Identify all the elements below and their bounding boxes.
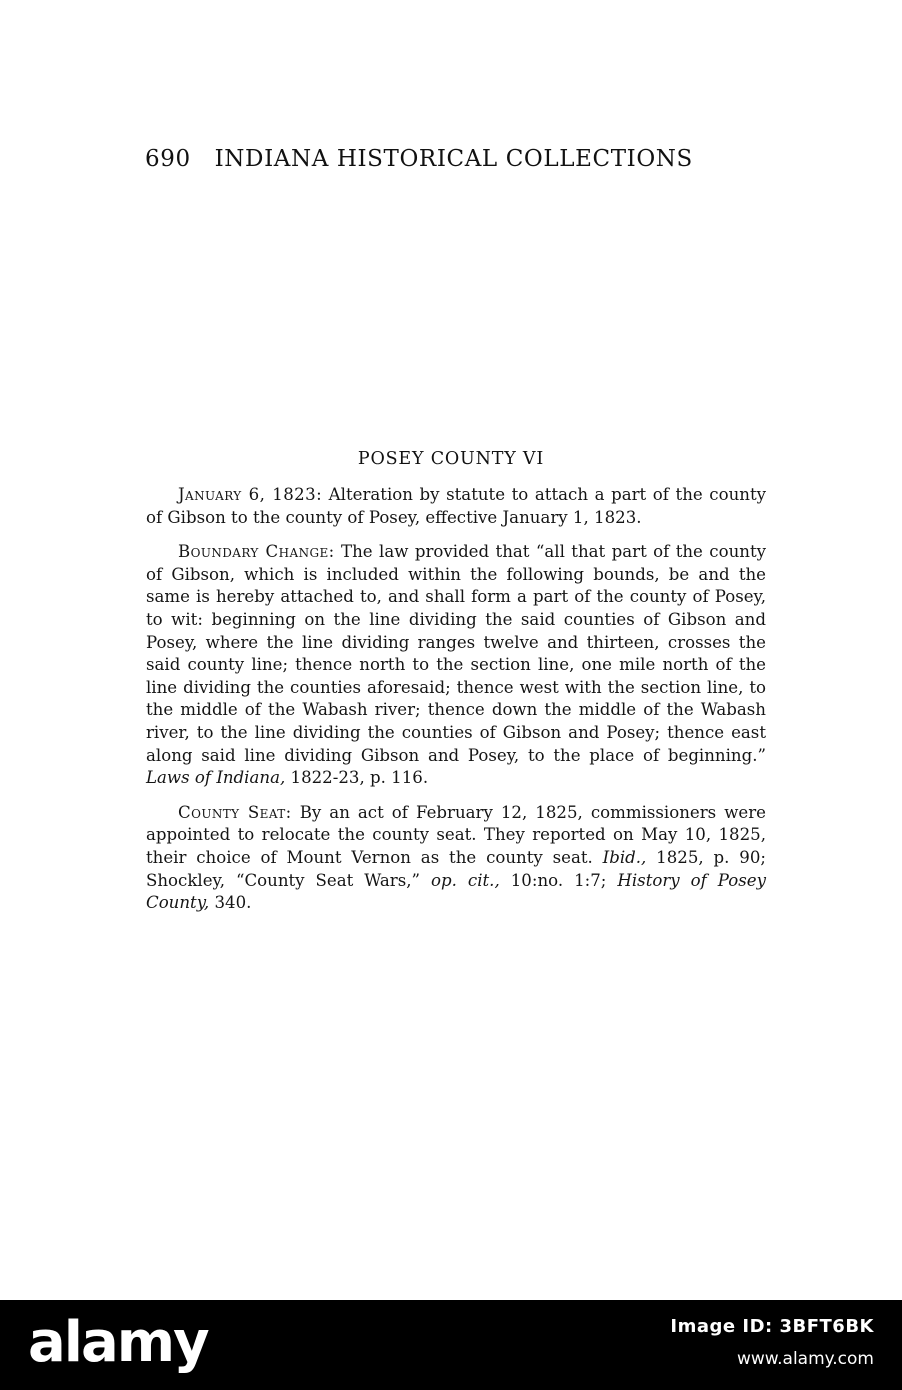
citation-detail: 10:no. 1:7; [499, 870, 607, 890]
running-title: INDIANA HISTORICAL COLLECTIONS [214, 146, 693, 172]
citation-detail: 340. [209, 893, 252, 913]
paragraph-lead: County Seat: [178, 802, 292, 822]
paragraph-text: Alteration by statute to attach a part of the county of Gibson to the county of Posey, effective January 1, 1823. [146, 485, 767, 527]
paragraph-text: The law provided that “all that part of the county of Gibson, which is included within the following bounds, be and the same is hereby attached to, and shall form a part of the county of Posey, to wit: beginning on the line dividing the said counties of Gibson and Posey, where the line dividing ranges twelve and thirteen, crosses the said county line; thence north to the section line, one mile north of the line dividing the counties aforesaid; thence west with the section line, to the middle of the Wabash river; thence down the middle of the Wabash river, to the line dividing the counties of Gibson and Posey; thence east along said line dividing Gibson and Posey, to the place of beginning.” [146, 542, 766, 765]
watermark-footer [0, 1300, 902, 1390]
paragraph-text: By an act of February 12, 1825, commissioners were appointed to relocate the county seat. They reported on May 10, 1825, their choice of Mount Vernon as the county seat. [146, 802, 766, 867]
citation-detail: 1825, p. 90; Shockley, “County Seat Wars,” [146, 847, 766, 890]
section-title: POSEY COUNTY VI [357, 449, 545, 469]
paragraph-lead: January 6, 1823: [178, 485, 323, 504]
paragraph-county-seat [146, 802, 766, 915]
image-id: Image ID: 3BFT6BK [670, 1316, 874, 1337]
paragraph-boundary-change [146, 541, 766, 790]
body-text [146, 484, 766, 927]
paragraph-lead: Boundary Change: [178, 542, 335, 562]
alamy-logo: alamy [28, 1310, 208, 1375]
page-number: 690 [145, 146, 191, 172]
paragraph-date [146, 484, 766, 529]
site-url: www.alamy.com [736, 1349, 874, 1369]
citation-op-cit: op. cit., [431, 870, 500, 890]
citation-history: History of Posey County, [146, 870, 766, 913]
citation-title: Laws of Indiana, [146, 768, 286, 788]
running-head [145, 146, 693, 172]
citation-ibid: Ibid., [602, 847, 647, 867]
watermark-info [670, 1316, 874, 1369]
citation-detail: 1822-23, p. 116. [285, 768, 429, 788]
